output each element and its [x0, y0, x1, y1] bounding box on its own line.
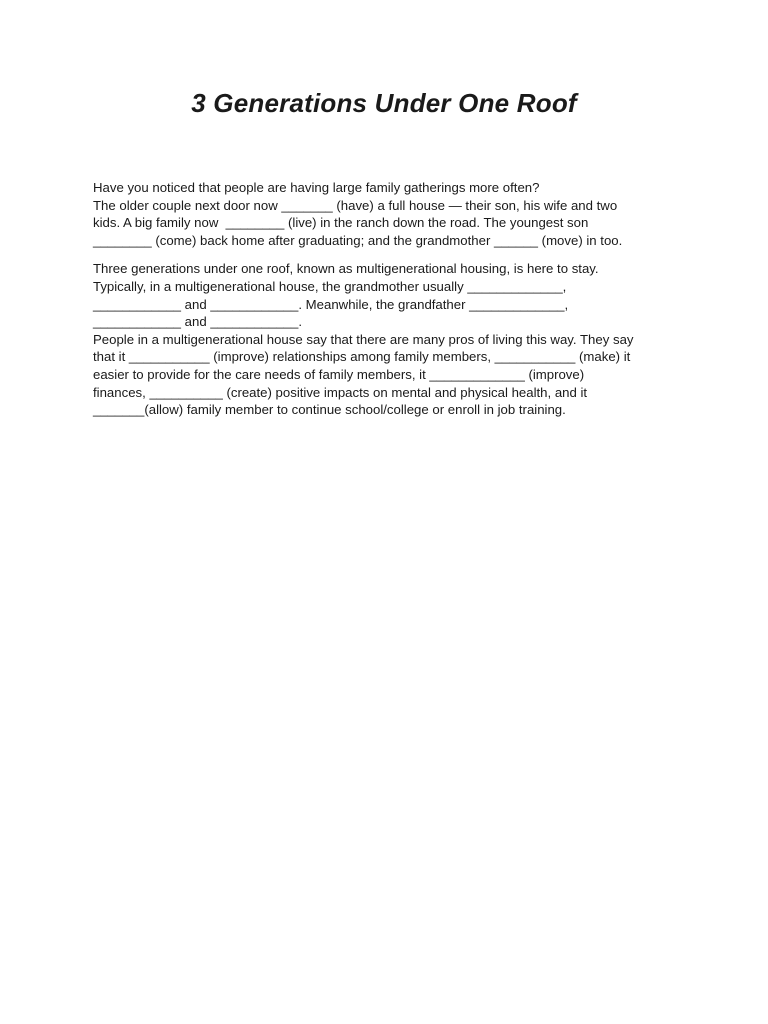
paragraph-gap — [93, 249, 693, 260]
text-line: finances, __________ (create) positive impacts on mental and physical health, and it — [93, 384, 588, 400]
text-line: Three generations under one roof, known as multigenerational housing, is here to stay. — [93, 261, 599, 277]
paragraph-1 — [93, 179, 693, 249]
text-line: The older couple next door now _______ (have) a full house — their son, his wife and two — [93, 197, 618, 213]
text-line: People in a multigenerational house say that there are many pros of living this way. They say — [93, 331, 634, 347]
text-line: ____________ and ____________. Meanwhile, the grandfather _____________, — [93, 296, 569, 312]
text-line: ____________ and ____________. — [93, 314, 303, 330]
paragraph-2 — [93, 260, 693, 418]
text-line: ________ (come) back home after graduating; and the grandmother ______ (move) in too. — [93, 232, 623, 248]
text-line: _______(allow) family member to continue school/college or enroll in job training. — [93, 402, 566, 418]
document-title: 3 Generations Under One Roof — [191, 88, 577, 118]
text-line: kids. A big family now ________ (live) in the ranch down the road. The youngest son — [93, 215, 589, 231]
document-body — [93, 179, 693, 419]
text-line: that it ___________ (improve) relationships among family members, ___________ (make) it — [93, 349, 631, 365]
text-line: Typically, in a multigenerational house, the grandmother usually _____________, — [93, 278, 567, 294]
text-line: easier to provide for the care needs of family members, it _____________ (improve) — [93, 366, 585, 382]
text-line: Have you noticed that people are having large family gatherings more often? — [93, 180, 540, 195]
